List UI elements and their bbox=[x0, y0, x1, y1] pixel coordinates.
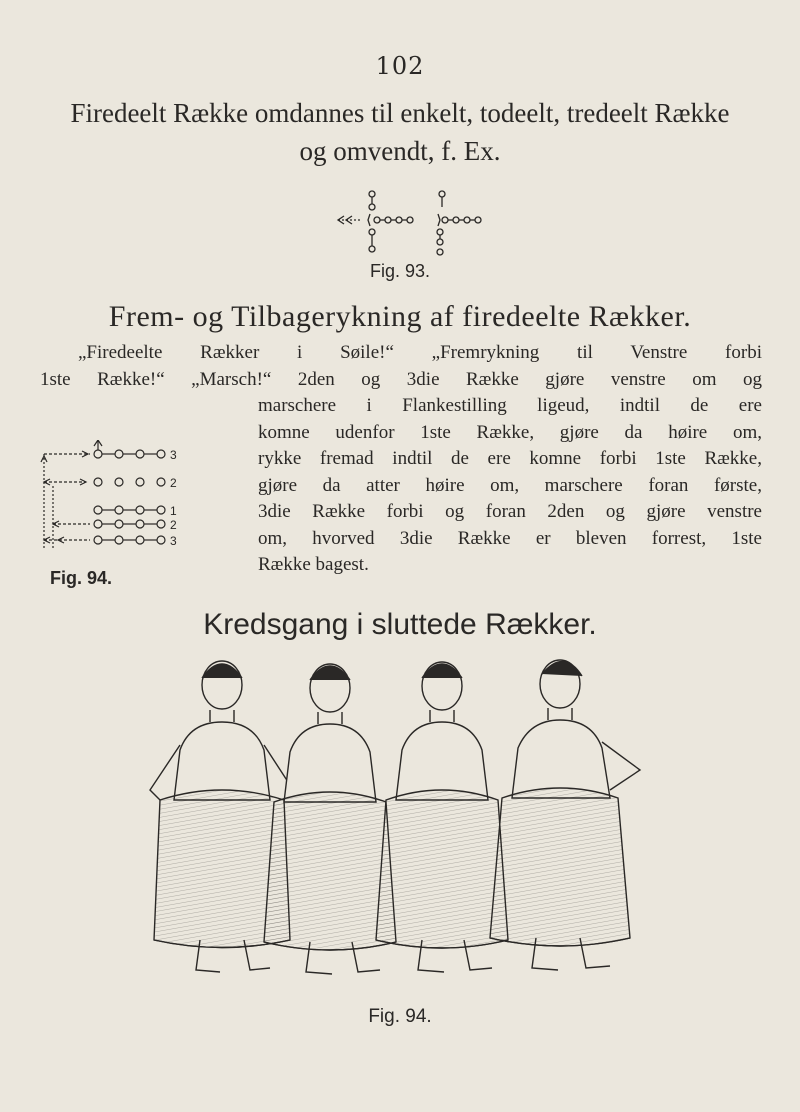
row-number: 2 bbox=[170, 476, 177, 490]
paragraph-line: Række bagest. bbox=[258, 554, 369, 575]
paragraph-line: 1ste Række!“ „Marsch!“ 2den og 3die Række gjøre venstre om og bbox=[40, 368, 762, 390]
row-number: 2 bbox=[170, 518, 177, 532]
heading-line-2: og omvendt, f. Ex. bbox=[299, 136, 501, 166]
paragraph-line: om, hvorved 3die Række er bleven forrest, 1ste bbox=[258, 527, 762, 549]
fig93-caption: Fig. 93. bbox=[369, 261, 431, 281]
paragraph-wrapped bbox=[258, 393, 762, 579]
heading-line-1: Firedeelt Række omdannes til enkelt, todeelt, tredeelt Række bbox=[70, 98, 730, 128]
section-heading-circle-walk: Kredsgang i sluttede Rækker. bbox=[203, 608, 597, 641]
paragraph-line: marschere i Flankestilling ligeud, indtil de ere bbox=[258, 395, 762, 416]
row-number: 3 bbox=[170, 448, 177, 462]
paragraph-line: komne udenfor 1ste Række, gjøre da høire om, bbox=[258, 421, 762, 443]
section-heading-formations bbox=[40, 94, 760, 170]
row-number: 1 bbox=[170, 504, 177, 518]
paragraph-line: rykke fremad indtil de ere komne forbi 1ste Række, bbox=[258, 448, 762, 469]
fig94-illustration-caption: Fig. 94. bbox=[368, 1006, 432, 1027]
paragraph-line: „Firedeelte Rækker i Søile!“ „Fremrykning til Venstre forbi bbox=[78, 342, 762, 363]
fig94-diagram-caption: Fig. 94. bbox=[50, 568, 113, 588]
section-heading-advance: Frem- og Tilbagerykning af firedeelte Rækker. bbox=[108, 300, 692, 333]
figure-woman-4 bbox=[490, 660, 640, 970]
fig93-diagram bbox=[330, 188, 490, 258]
row-number: 3 bbox=[170, 534, 177, 548]
figure-woman-3 bbox=[376, 662, 508, 972]
page-number: 102 bbox=[375, 52, 425, 80]
fig94-formation-diagram bbox=[40, 440, 250, 570]
paragraph-intro bbox=[40, 340, 762, 393]
paragraph-line: gjøre da atter høire om, marschere foran første, bbox=[258, 474, 762, 496]
four-women-illustration bbox=[140, 650, 680, 980]
paragraph-line: 3die Række forbi og foran 2den og gjøre venstre bbox=[258, 501, 762, 522]
